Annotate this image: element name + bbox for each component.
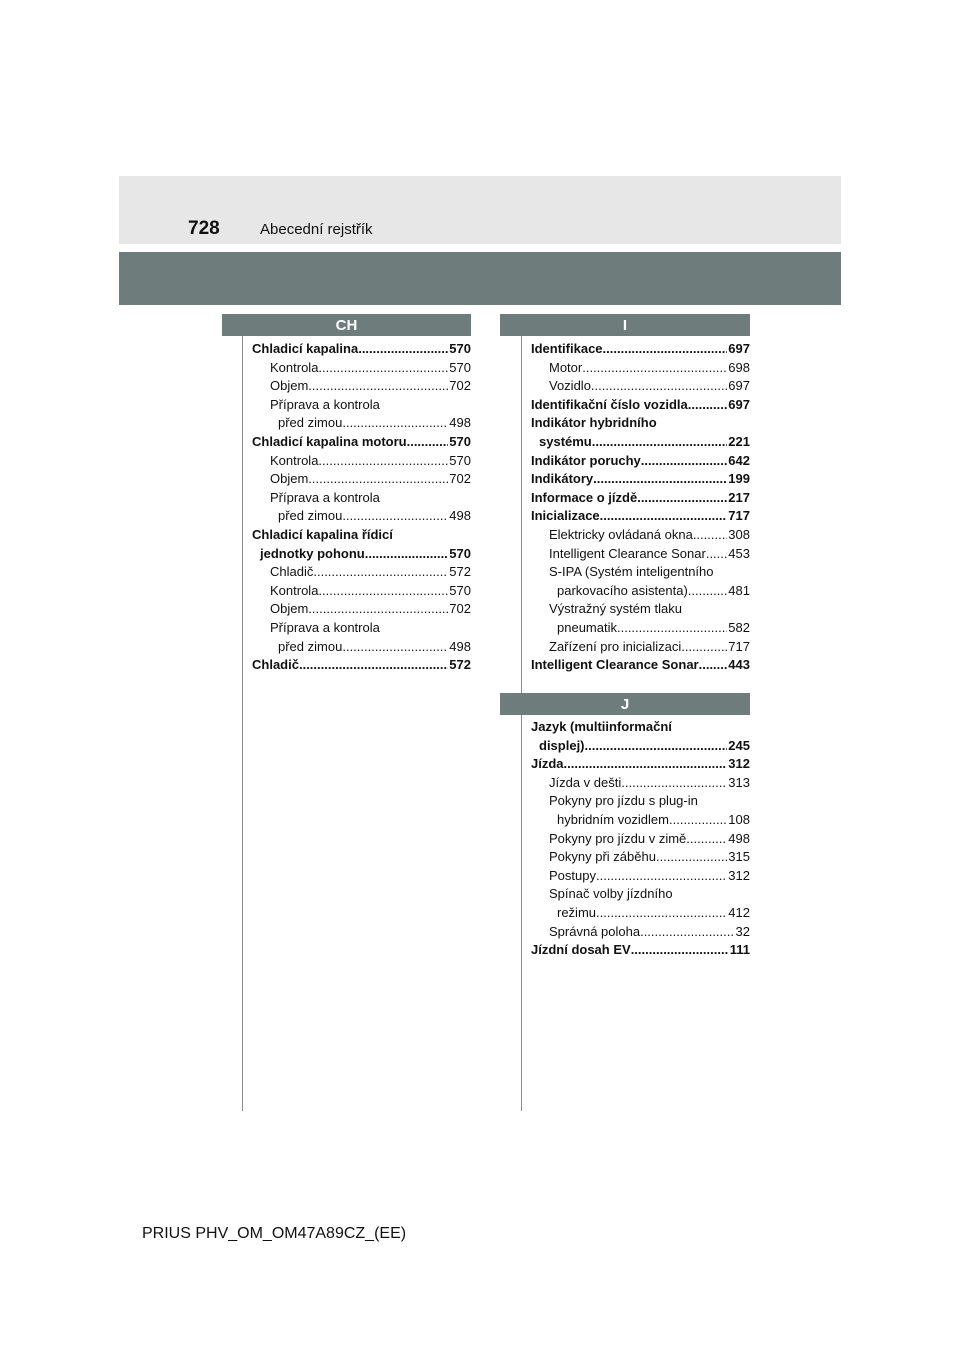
index-entry (531, 359, 750, 378)
index-entry (531, 656, 750, 675)
index-entry (252, 433, 471, 452)
index-entry-text: Indikátory (531, 471, 594, 487)
page-title: Abecední rejstřík (260, 221, 373, 238)
index-entry (531, 470, 750, 489)
index-entry-page: 453 (728, 545, 750, 561)
index-entry-text: Jízda (531, 756, 564, 772)
index-entry-page: 642 (728, 452, 750, 468)
index-entry-page: 570 (449, 452, 471, 468)
index-entry (531, 619, 750, 638)
index-entry-text: Identifikace (531, 341, 603, 356)
index-entry (531, 923, 750, 942)
dot-leader (582, 359, 727, 378)
index-entry-text: Indikátor poruchy (531, 452, 641, 468)
index-entry-page: 412 (728, 904, 750, 920)
dot-leader (596, 904, 727, 923)
dot-leader (681, 638, 727, 657)
index-entry (531, 941, 750, 960)
index-entry-page: 498 (449, 638, 471, 654)
section-heading-i: I (500, 314, 750, 336)
index-entry (531, 830, 750, 849)
dot-leader (358, 340, 448, 359)
section-band (119, 252, 841, 305)
index-entry-page: 217 (728, 489, 750, 505)
index-entry-page: 199 (728, 471, 750, 487)
index-entry (252, 619, 471, 638)
dot-leader (592, 433, 728, 452)
dot-leader (407, 433, 449, 452)
index-entry-page: 313 (728, 774, 750, 790)
index-entry-text: Informace o jízdě (531, 489, 638, 505)
index-entry (252, 638, 471, 657)
index-entry-text: jednotky pohonu (260, 545, 365, 561)
index-entry-page: 221 (728, 433, 750, 449)
index-entry (252, 507, 471, 526)
index-entry-page: 702 (449, 378, 471, 394)
dot-leader (600, 507, 728, 526)
dot-leader (308, 470, 448, 489)
dot-leader (617, 619, 727, 638)
index-entry (531, 638, 750, 657)
index-entry (531, 396, 750, 415)
dot-leader (688, 582, 728, 601)
index-entry-text: režimu (557, 904, 597, 920)
dot-leader (603, 340, 728, 359)
index-list-j (531, 718, 750, 960)
index-entry-text: Příprava a kontrola (270, 489, 380, 505)
dot-leader (365, 545, 449, 564)
index-entry-text: Pokyny pro jízdu v zimě (549, 830, 687, 846)
index-entry (531, 545, 750, 564)
index-entry-page: 570 (449, 582, 471, 598)
index-entry-text: Chladicí kapalina řídicí (252, 526, 393, 542)
index-entry (531, 452, 750, 471)
index-entry-text: Jízda v dešti (549, 774, 622, 790)
index-entry (531, 600, 750, 619)
index-entry-text: Pokyny při záběhu (549, 849, 656, 865)
index-entry (252, 656, 471, 675)
dot-leader (699, 656, 728, 675)
index-list-i (531, 340, 750, 675)
dot-leader (593, 470, 727, 489)
index-entry (252, 414, 471, 433)
index-entry-page: 702 (449, 471, 471, 487)
index-entry-text: Správná poloha (549, 923, 641, 939)
index-entry-text: hybridním vozidlem (557, 811, 669, 827)
index-entry (531, 377, 750, 396)
dot-leader (706, 545, 727, 564)
section-heading-j: J (500, 693, 750, 715)
dot-leader (318, 582, 448, 601)
index-entry-text: Jízdní dosah EV (531, 942, 631, 958)
dot-leader (637, 489, 727, 508)
index-entry-page: 32 (735, 923, 750, 939)
dot-leader (342, 507, 448, 526)
index-entry-text: před zimou (278, 508, 343, 524)
index-entry-page: 697 (728, 378, 750, 394)
index-entry-page: 698 (728, 359, 750, 375)
index-entry-text: Vozidlo (549, 378, 591, 394)
index-entry (252, 545, 471, 564)
index-entry (531, 755, 750, 774)
index-entry (531, 885, 750, 904)
index-entry (531, 737, 750, 756)
index-entry-page: 702 (449, 601, 471, 617)
dot-leader (656, 848, 727, 867)
index-entry-text: Výstražný systém tlaku (549, 601, 682, 617)
index-entry (531, 774, 750, 793)
dot-leader (596, 867, 727, 886)
index-entry-text: Identifikační číslo vozidla (531, 396, 688, 412)
index-entry-text: Elektricky ovládaná okna (549, 526, 693, 542)
dot-leader (688, 396, 728, 415)
index-entry-text: před zimou (278, 638, 343, 654)
index-entry-page: 570 (449, 359, 471, 375)
section-heading-ch: CH (222, 314, 471, 336)
dot-leader (621, 774, 727, 793)
index-entry (252, 489, 471, 508)
dot-leader (342, 414, 448, 433)
dot-leader (631, 941, 729, 960)
index-entry (252, 359, 471, 378)
header-band (119, 176, 841, 244)
index-entry-text: Příprava a kontrola (270, 619, 380, 635)
index-entry-page: 111 (729, 942, 750, 958)
column-divider-left (242, 334, 243, 1111)
index-entry-text: Objem (270, 378, 309, 394)
index-entry-text: Motor (549, 359, 583, 375)
index-entry-page: 312 (728, 756, 750, 772)
dot-leader (693, 526, 727, 545)
index-entry (531, 582, 750, 601)
page-number: 728 (188, 218, 220, 239)
dot-leader (585, 737, 728, 756)
index-entry-text: pneumatik (557, 619, 617, 635)
index-entry-page: 498 (449, 508, 471, 524)
index-entry (252, 582, 471, 601)
index-entry (531, 867, 750, 886)
dot-leader (640, 923, 734, 942)
index-entry-text: Jazyk (multiinformační (531, 719, 672, 734)
document-footer: PRIUS PHV_OM_OM47A89CZ_(EE) (142, 1225, 407, 1242)
dot-leader (342, 638, 448, 657)
index-entry-page: 481 (728, 582, 750, 598)
dot-leader (313, 563, 448, 582)
index-entry (252, 563, 471, 582)
index-entry-page: 443 (728, 657, 750, 673)
index-entry (531, 526, 750, 545)
index-entry (531, 507, 750, 526)
index-entry-text: Objem (270, 601, 309, 617)
dot-leader (318, 359, 448, 378)
index-entry-text: Chladič (252, 657, 299, 673)
index-list-ch (252, 340, 471, 675)
index-entry-page: 582 (728, 619, 750, 635)
index-entry-text: Pokyny pro jízdu s plug-in (549, 793, 698, 809)
index-entry (531, 433, 750, 452)
dot-leader (686, 830, 727, 849)
column-divider-middle (521, 334, 522, 1111)
index-entry (531, 718, 750, 737)
index-entry-page: 572 (449, 564, 471, 580)
dot-leader (318, 452, 448, 471)
dot-leader (299, 656, 448, 675)
index-entry-text: systému (539, 433, 592, 449)
index-entry (531, 414, 750, 433)
index-entry-text: parkovacího asistenta) (557, 582, 688, 598)
index-entry-page: 308 (728, 526, 750, 542)
index-entry-page: 570 (449, 433, 471, 449)
index-entry-text: Intelligent Clearance Sonar (549, 545, 706, 561)
index-entry-text: Inicializace (531, 508, 600, 524)
index-entry-page: 570 (449, 545, 471, 561)
index-entry (531, 848, 750, 867)
index-entry (252, 377, 471, 396)
index-entry-page: 498 (728, 830, 750, 846)
index-entry (252, 470, 471, 489)
index-entry (531, 489, 750, 508)
index-entry (252, 600, 471, 619)
index-entry-text: displej) (539, 737, 585, 753)
dot-leader (591, 377, 727, 396)
index-entry (531, 811, 750, 830)
index-entry-page: 697 (728, 341, 750, 356)
index-entry (252, 340, 471, 359)
index-entry-page: 315 (728, 849, 750, 865)
index-entry-text: Kontrola (270, 359, 319, 375)
index-entry-page: 245 (728, 737, 750, 753)
index-entry-text: před zimou (278, 415, 343, 431)
dot-leader (669, 811, 727, 830)
index-entry-text: Postupy (549, 867, 596, 883)
index-entry-text: Kontrola (270, 582, 319, 598)
dot-leader (641, 452, 728, 471)
index-entry (531, 792, 750, 811)
index-entry-text: Objem (270, 471, 309, 487)
index-entry-text: Chladicí kapalina (252, 341, 359, 356)
dot-leader (564, 755, 728, 774)
index-entry-page: 108 (728, 811, 750, 827)
index-entry-text: Chladicí kapalina motoru (252, 433, 407, 449)
index-entry (531, 904, 750, 923)
index-entry-page: 570 (449, 341, 471, 356)
index-entry-page: 697 (728, 396, 750, 412)
index-entry (252, 452, 471, 471)
index-entry-text: Chladič (270, 564, 314, 580)
index-entry-text: Zařízení pro inicializaci (549, 638, 682, 654)
index-entry-text: S-IPA (Systém inteligentního (549, 564, 714, 580)
index-entry-page: 572 (449, 657, 471, 673)
index-entry-text: Kontrola (270, 452, 319, 468)
index-entry-text: Spínač volby jízdního (549, 886, 673, 902)
index-entry-text: Příprava a kontrola (270, 396, 380, 412)
dot-leader (308, 600, 448, 619)
index-entry-page: 717 (728, 638, 750, 654)
index-entry-page: 312 (728, 867, 750, 883)
dot-leader (308, 377, 448, 396)
index-entry-page: 498 (449, 415, 471, 431)
index-entry (531, 340, 750, 359)
index-entry-text: Indikátor hybridního (531, 415, 657, 431)
index-entry-text: Intelligent Clearance Sonar (531, 657, 699, 673)
index-entry (252, 396, 471, 415)
index-entry (531, 563, 750, 582)
index-entry (252, 526, 471, 545)
index-entry-page: 717 (728, 508, 750, 524)
